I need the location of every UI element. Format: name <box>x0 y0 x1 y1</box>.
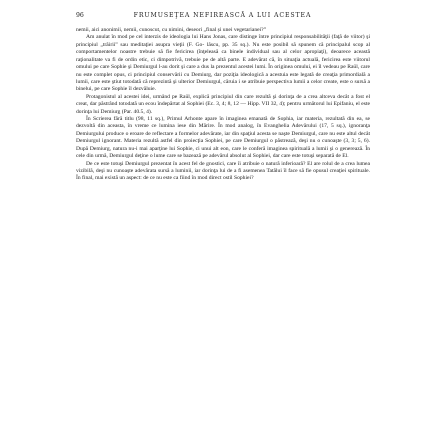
paragraph-5: De ce este totuşi Demiurgul prezentat în acest fel de gnostici, care îi atribuie o natură inferioară? El are rolul de a crea lumea vizibilă, deşi nu cunoaşte adevărata sursă a luminii, iar dorinţa lui de a fi asemenea Tatălui îl face să fie opusul creaţiei spirituale. În final, mai există un aspect: de ce nu este ca fiind în mod direct ostil Sophiei? <box>76 160 370 182</box>
page-number: 96 <box>76 12 84 19</box>
paragraph-3: Protagonistul al acestei idei, urmând pe Raül, explică principiul din care rezultă şi dorinţa de a crea altceva decât a fost el creat, dar păstrând totodată un ecou îndepărtat al Sophiei (Ec. 3, 4; 8, 12 — Hipp. VII 32, 4); pentru următorul lui Epifaniu, el este dorinţa lui Demiurg (Par. 40.5, 4). <box>76 93 370 115</box>
running-header-title: FRUMUSEŢEA NEFIREASCĂ A LUI ACESTEA <box>133 12 312 19</box>
paragraph-2: Am anulat în mod pe cel interzis de ideologia lui Hans Jonas, care distinge între principiul responsabilităţii (faţă de viitor) şi principiul „trăirii” sau meditaţiei asupra vieţii (F. Go- lăscu, pp. 35 sq.). Nu este posibil să spunem că principalul scop al comportamentelor noastre trebuie să fie fericirea (înţeleasă ca binele individual sau al celor apropiaţi), deoarece această raţionalitate va fi de ordin etic, ci dimpotrivă, trebuie pe de altă parte. E adevărat că, în situaţia actuală, fericirea este viitorul omului pe care Sophie şi Demiurgul l-au dorit şi care a dus la prezentul acestei lumi. În originea omului, ei îl vedeau pe Raül, care nu este complet opus, ci principiul conservării cu Demiurg, dar poziţia ideologică a acestuia este legată de creaţia primordială a lumii, care este ştiut totodată că reprezintă şi ulterior Demiurgul, căruia i se atribuie perspectiva lumii a celor create, este o sursă a binelui, pe care Sophie îl dezvăluie. <box>76 34 370 93</box>
paragraph-4: În Scrierea fără titlu (98, 11 sq.), Primul Arhonte apare în imaginea emanată de Sophia, iar materia, rezultată din ea, se dezvoltă din aceasta, în vreme ce lumina iese din Mărire. În mod analog, în Evanghelia Adevărului (17, 5 sq.), ignoranţa Demiurgului produce o eroare de reflectare a formelor adevărate, iar din spaţiul acesta se naşte Demiurgul, care nu este altul decât Demiurgul ignorant. Materia rezultă astfel din proiecţia Sophiei, pe care Demiurgul o păstrează, deşi nu o cunoaşte (3, 3; 5, 6). După Demiurg, natura nu-i mai aparţine lui Sophie, ci unui alt eon, care le conferă imaginea spirituală a lumii şi o generează. În cele din urmă, Demiurgul deţine o lume care se bazează pe adevărul absolut al Sophiei, dar care este totuşi separată de El. <box>76 116 370 160</box>
body-text <box>76 27 370 183</box>
paragraph-1: nemii, aici anonimii, nemii, cunoscut, cu nimini, deseori „final și unei vegetarianei?” <box>76 27 267 33</box>
